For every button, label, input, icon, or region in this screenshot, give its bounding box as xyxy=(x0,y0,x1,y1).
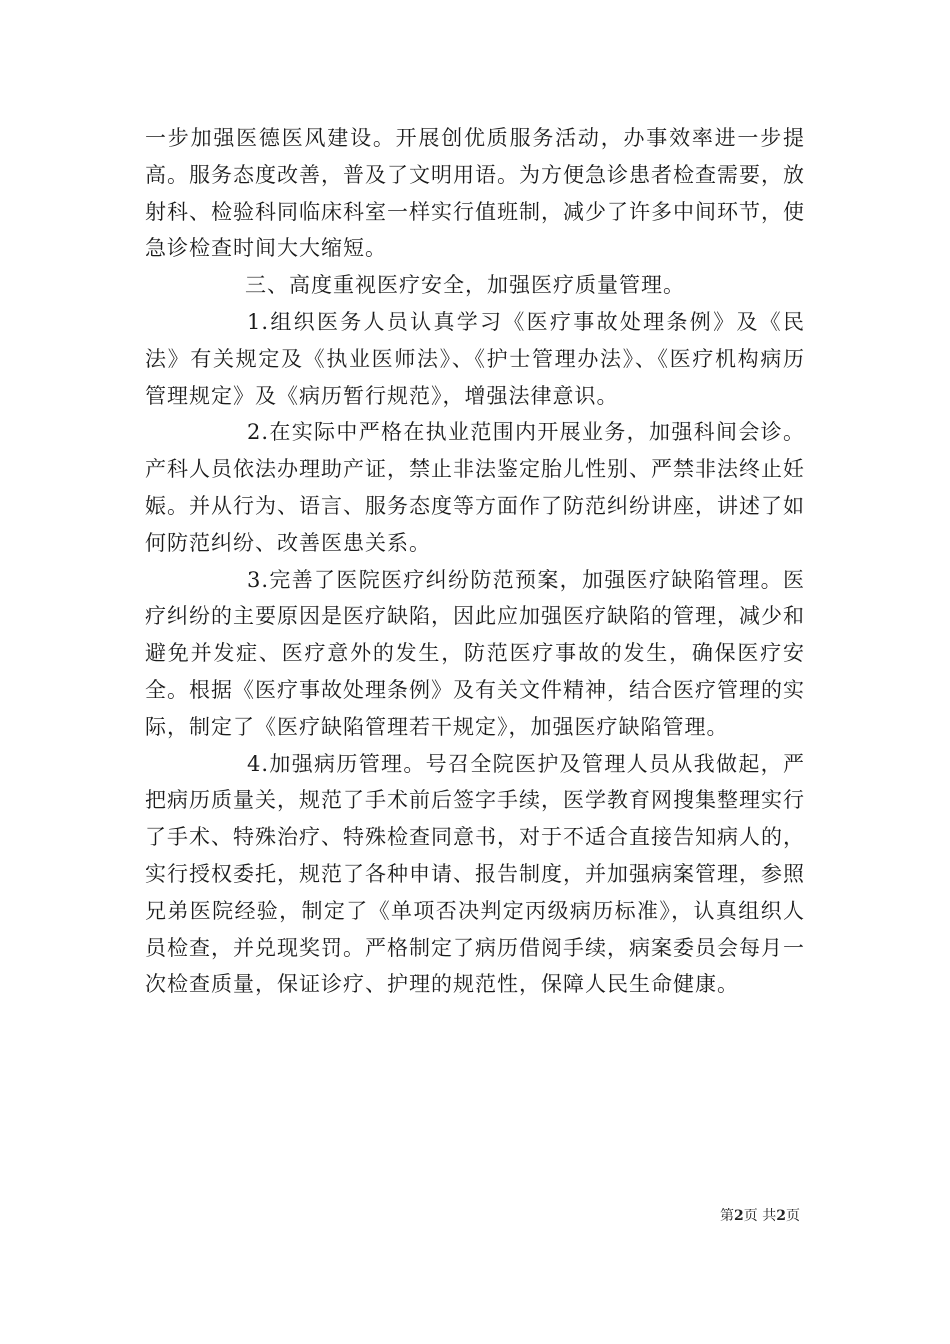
document-body xyxy=(145,120,805,1003)
list-item-4: 4.加强病历管理。号召全院医护及管理人员从我做起，严把病历质量关，规范了手术前后签字手续，医学教育网搜集整理实行了手术、特殊治疗、特殊检查同意书，对于不适合直接告知病人的，实行授权委托，规范了各种申请、报告制度，并加强病案管理，参照兄弟医院经验，制定了《单项否决判定丙级病历标准》，认真组织人员检查，并兑现奖罚。严格制定了病历借阅手续，病案委员会每月一次检查质量，保证诊疗、护理的规范性，保障人民生命健康。 xyxy=(145,751,805,997)
current-page-number: 2 xyxy=(734,1208,744,1224)
page-number-footer xyxy=(720,1205,800,1225)
footer-suffix: 页 xyxy=(785,1208,800,1224)
list-item-3: 3.完善了医院医疗纠纷防范预案，加强医疗缺陷管理。医疗纠纷的主要原因是医疗缺陷，因此应加强医疗缺陷的管理，减少和避免并发症、医疗意外的发生，防范医疗事故的发生，确保医疗安全。根据《医疗事故处理条例》及有关文件精神，结合医疗管理的实际，制定了《医疗缺陷管理若干规定》，加强医疗缺陷管理。 xyxy=(145,567,805,739)
footer-middle: 页 共 xyxy=(743,1208,777,1224)
section-heading: 三、高度重视医疗安全，加强医疗质量管理。 xyxy=(245,273,685,298)
list-item-2: 2.在实际中严格在执业范围内开展业务，加强科间会诊。产科人员依法办理助产证，禁止非法鉴定胎儿性别、严禁非法终止妊娠。并从行为、语言、服务态度等方面作了防范纠纷讲座，讲述了如何防范纠纷、改善医患关系。 xyxy=(145,420,805,555)
list-item-1: 1.组织医务人员认真学习《医疗事故处理条例》及《民法》有关规定及《执业医师法》、《护士管理办法》、《医疗机构病历管理规定》及《病历暂行规范》，增强法律意识。 xyxy=(145,309,805,408)
footer-prefix: 第 xyxy=(720,1208,734,1224)
paragraph-continuation: 一步加强医德医风建设。开展创优质服务活动，办事效率进一步提高。服务态度改善，普及了文明用语。为方便急诊患者检查需要，放射科、检验科同临床科室一样实行值班制，减少了许多中间环节，使急诊检查时间大大缩短。 xyxy=(145,126,805,261)
total-page-number: 2 xyxy=(776,1208,786,1224)
